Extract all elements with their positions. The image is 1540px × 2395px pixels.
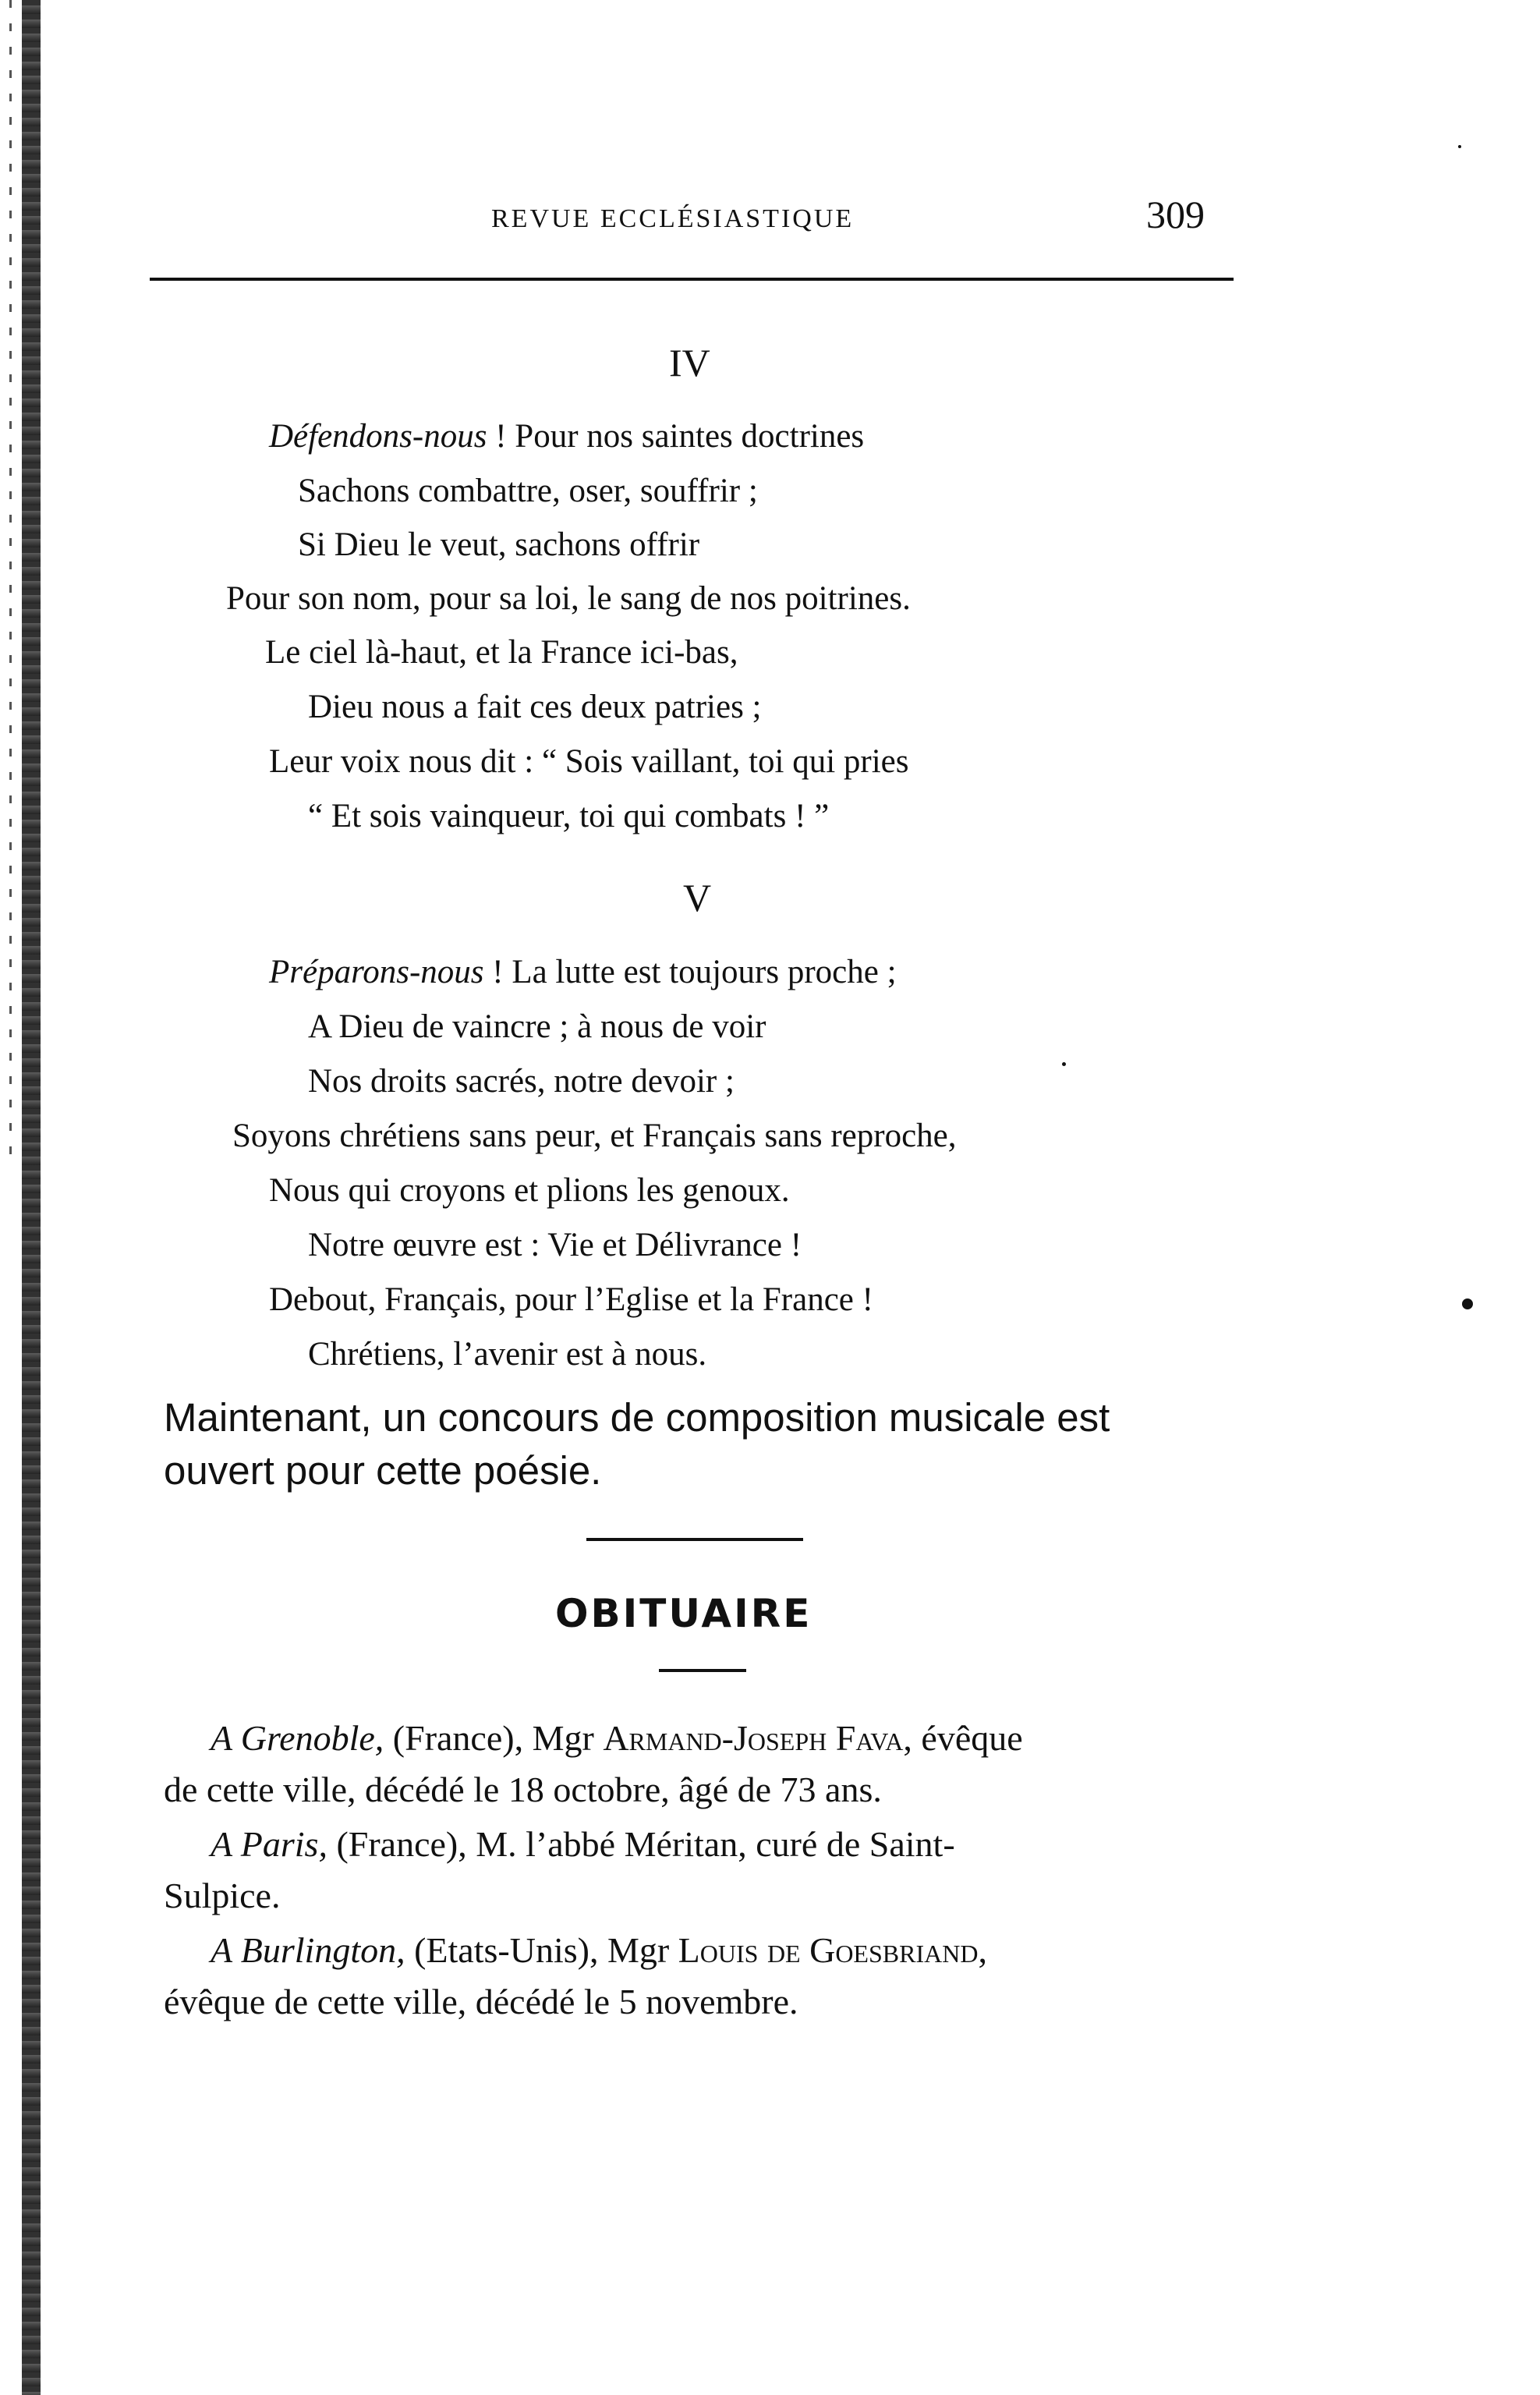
stanza-iv-line-6: Dieu nous a fait ces deux patries ;	[308, 689, 762, 725]
obituary-place: A Paris,	[211, 1824, 327, 1864]
obituary-place: A Grenoble,	[211, 1718, 384, 1758]
obituary-text: (Etats-Unis), Mgr	[405, 1930, 678, 1970]
announcement-line-1: Maintenant, un concours de composition musicale est	[164, 1395, 1110, 1440]
obituary-text: (France), Mgr	[384, 1718, 604, 1758]
stanza-v-line-7: Debout, Français, pour l’Eglise et la France !	[269, 1281, 873, 1318]
obituary-person-name: Louis de Goesbriand	[678, 1930, 979, 1970]
stanza-v-line-5: Nous qui croyons et plions les genoux.	[269, 1172, 790, 1209]
stanza-iv-line-3: Si Dieu le veut, sachons offrir	[298, 526, 700, 563]
stanza-v-line-1-italic: Préparons-nous	[269, 954, 484, 990]
stanza-iv-line-5: Le ciel là-haut, et la France ici-bas,	[265, 634, 738, 671]
running-header-title: REVUE ECCLÉSIASTIQUE	[491, 204, 855, 233]
stanza-iv-line-1	[269, 417, 864, 455]
stanza-v-line-2: A Dieu de vaincre ; à nous de voir	[308, 1008, 766, 1045]
header-rule	[150, 278, 1234, 281]
obituary-entry-grenoble-line-1	[211, 1717, 1023, 1759]
obituary-person-name: Armand-Joseph Fava	[603, 1718, 904, 1758]
obituary-entry-burlington-line-1	[211, 1929, 987, 1971]
stanza-v-line-3: Nos droits sacrés, notre devoir ;	[308, 1063, 735, 1100]
print-speck	[1062, 1062, 1066, 1066]
stanza-iv-line-4: Pour son nom, pour sa loi, le sang de nos poitrines.	[226, 580, 911, 617]
book-spine-edge	[22, 0, 41, 2395]
stanza-v-numeral: V	[683, 876, 712, 919]
stanza-iv-line-2: Sachons combattre, oser, souffrir ;	[298, 473, 758, 509]
obituary-text: (France), M. l’abbé Méritan, curé de Saint-	[327, 1824, 955, 1864]
announcement-line-2: ouvert pour cette poésie.	[164, 1448, 602, 1493]
print-speck	[1458, 145, 1461, 148]
page-number: 309	[1146, 193, 1205, 236]
obituary-title-underline	[659, 1669, 746, 1672]
obituary-text: , évêque	[903, 1718, 1023, 1758]
obituary-entry-burlington-line-2: évêque de cette ville, décédé le 5 novembre.	[164, 1982, 798, 2021]
section-divider	[586, 1538, 803, 1541]
stanza-iv-line-1-rest: ! Pour nos saintes doctrines	[487, 418, 865, 455]
stanza-iv-numeral: IV	[669, 341, 710, 384]
obituary-entry-paris-line-2: Sulpice.	[164, 1876, 281, 1915]
obituary-entry-grenoble-line-2: de cette ville, décédé le 18 octobre, âgé de 73 ans.	[164, 1770, 882, 1809]
stanza-iv-line-7: Leur voix nous dit : “ Sois vaillant, toi qui pries	[269, 743, 909, 780]
stanza-v-line-8: Chrétiens, l’avenir est à nous.	[308, 1336, 707, 1373]
spine-shadow	[9, 0, 12, 1170]
obituary-entry-paris-line-1	[211, 1823, 955, 1865]
obituary-place: A Burlington,	[211, 1930, 405, 1970]
stanza-iv-line-8: “ Et sois vainqueur, toi qui combats ! ”	[308, 798, 830, 834]
obituary-text: ,	[978, 1930, 987, 1970]
print-speck	[1462, 1298, 1473, 1309]
stanza-v-line-1-rest: ! La lutte est toujours proche ;	[483, 954, 897, 990]
stanza-iv-line-1-italic: Défendons-nous	[269, 418, 487, 455]
stanza-v-line-4: Soyons chrétiens sans peur, et Français sans reproche,	[232, 1118, 957, 1154]
obituary-title: OBITUAIRE	[555, 1591, 812, 1636]
stanza-v-line-1	[269, 953, 897, 991]
stanza-v-line-6: Notre œuvre est : Vie et Délivrance !	[308, 1227, 802, 1263]
